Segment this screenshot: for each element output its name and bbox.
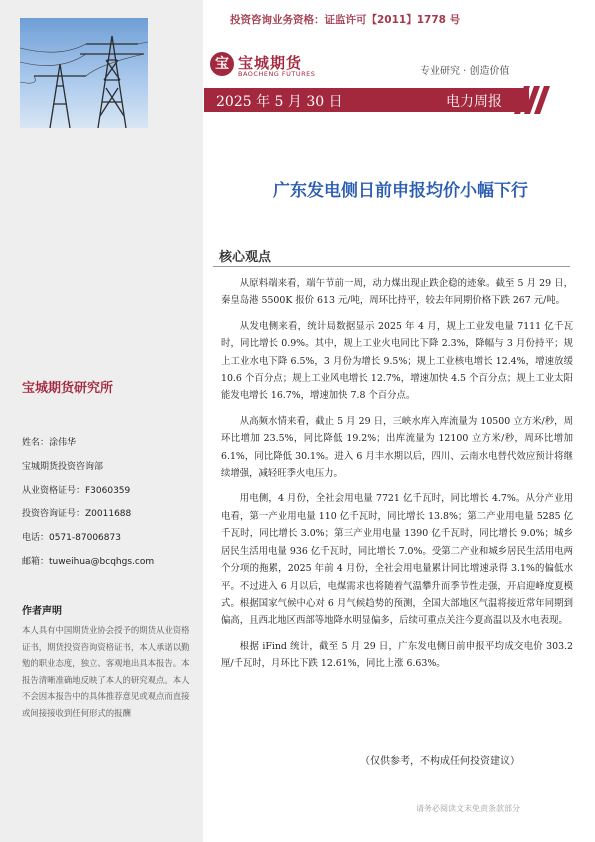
section-divider <box>213 266 570 267</box>
section-title: 核心观点 <box>219 250 272 265</box>
consulting-license-number: 投资咨询证号：Z0011688 <box>22 509 132 520</box>
paragraph-consumption: 用电侧，4 月份，全社会用电量 7721 亿千瓦时，同比增长 4.7%。从分产业用电看，第一产业用电量 110 亿千瓦时，同比增长 13.8%；第二产业用电量 5285 亿千瓦时，同比增长 3.0%；第三产业用电量 1390 亿千瓦时，同比增长 9.0%；城乡居民生活用电量 936 亿千瓦时，同比增长 7.0%。受第二产业和城乡居民生活用电两个分项的拖累，2025 年前 4 月份，全社会用电量累计同比增速录得 3.1%的偏低水平。不过进入 6 月以后，电煤需求也将随着气温攀升而季节性走强，开启迎峰度夏模式。根据国家气候中心对 6 月气候趋势的预测，全国大部地区气温将接近常年同期到偏高，且西北地区西部等地降水明显偏多，后续可重点关注今夏高温以及水电表现。 <box>221 493 573 627</box>
banner-stripes <box>514 86 550 114</box>
analyst-email: 邮箱：tuweihua@bcqhgs.com <box>22 556 155 567</box>
paragraph-hydrology: 从高频水情来看，截止 5 月 29 日，三峡水库入库流量为 10500 立方米/秒，周环比增加 23.5%，同比降低 19.2%；出库流量为 12100 立方米/秒，周环比增加 6.1%，同比降低 30.1%。进入 6 月丰水期以后，四川、云南水电替代效应预计将继续增强，减轻旺季火电压力。 <box>221 415 573 480</box>
logo-mark: 宝 <box>210 52 234 76</box>
footer-note: 请务必阅读文末免责条款部分 <box>416 804 520 813</box>
slogan: 专业研究 · 创造价值 <box>420 66 510 77</box>
logo-chinese-name: 宝城期货 <box>238 54 303 72</box>
power-tower-illustration <box>20 18 148 128</box>
author-statement-title: 作者声明 <box>22 606 62 617</box>
disclaimer-note: （仅供参考，不构成任何投资建议） <box>360 756 520 767</box>
license-statement: 投资咨询业务资格：证监许可【2011】1778 号 <box>230 14 461 26</box>
qualification-number: 从业资格证号：F3060359 <box>22 485 131 496</box>
analyst-name: 姓名：涂伟华 <box>22 438 77 448</box>
body-text <box>221 275 573 681</box>
company-logo <box>210 52 320 82</box>
analyst-phone: 电话：0571-87006873 <box>22 533 121 544</box>
paragraph-generation: 从发电侧来看，统计局数据显示 2025 年 4 月，规上工业发电量 7111 亿千瓦时，同比增长 0.9%。其中，规上工业火电同比下降 2.3%，降幅与 3 月份持平；规上工业水电下降 6.5%，3 月份为增长 9.5%；规上工业核电增长 12.4%，增速放缓 10.6 个百分点；规上工业风电增长 12.7%，增速加快 4.5 个百分点；规上工业太阳能发电增长 16.7%，增速加快 7.8 个百分点。 <box>221 320 573 402</box>
institute-name: 宝城期货研究所 <box>22 381 114 396</box>
report-date: 2025 年 5 月 30 日 <box>216 94 343 110</box>
analyst-department: 宝城期货投资咨询部 <box>22 461 104 472</box>
report-headline: 广东发电侧日前申报均价小幅下行 <box>273 181 528 201</box>
power-tower-photo <box>20 18 148 128</box>
analyst-info <box>22 432 154 575</box>
paragraph-raw-material: 从原料端来看，端午节前一周，动力煤出现止跌企稳的迹象。截至 5 月 29 日，秦皇岛港 5500K 报价 613 元/吨，周环比持平，较去年同期价格下跌 267 元/吨。 <box>221 278 573 307</box>
paragraph-price: 根据 iFind 统计，截至 5 月 29 日，广东发电侧日前申报平均成交电价 303.2 厘/千瓦时，月环比下跌 12.61%，同比上涨 6.63%。 <box>221 640 573 670</box>
report-type: 电力周报 <box>446 94 502 110</box>
logo-english-name: BAOCHENG FUTURES <box>238 70 316 78</box>
author-statement: 本人具有中国期货业协会授予的期货从业资格证书，期货投资咨询资格证书，本人承诺以勤勉的职业态度，独立、客观地出具本报告。本报告清晰准确地反映了本人的研究观点。本人不会因本报告中的具体推荐意见或观点而直接或间接接收到任何形式的报酬 <box>22 625 190 718</box>
